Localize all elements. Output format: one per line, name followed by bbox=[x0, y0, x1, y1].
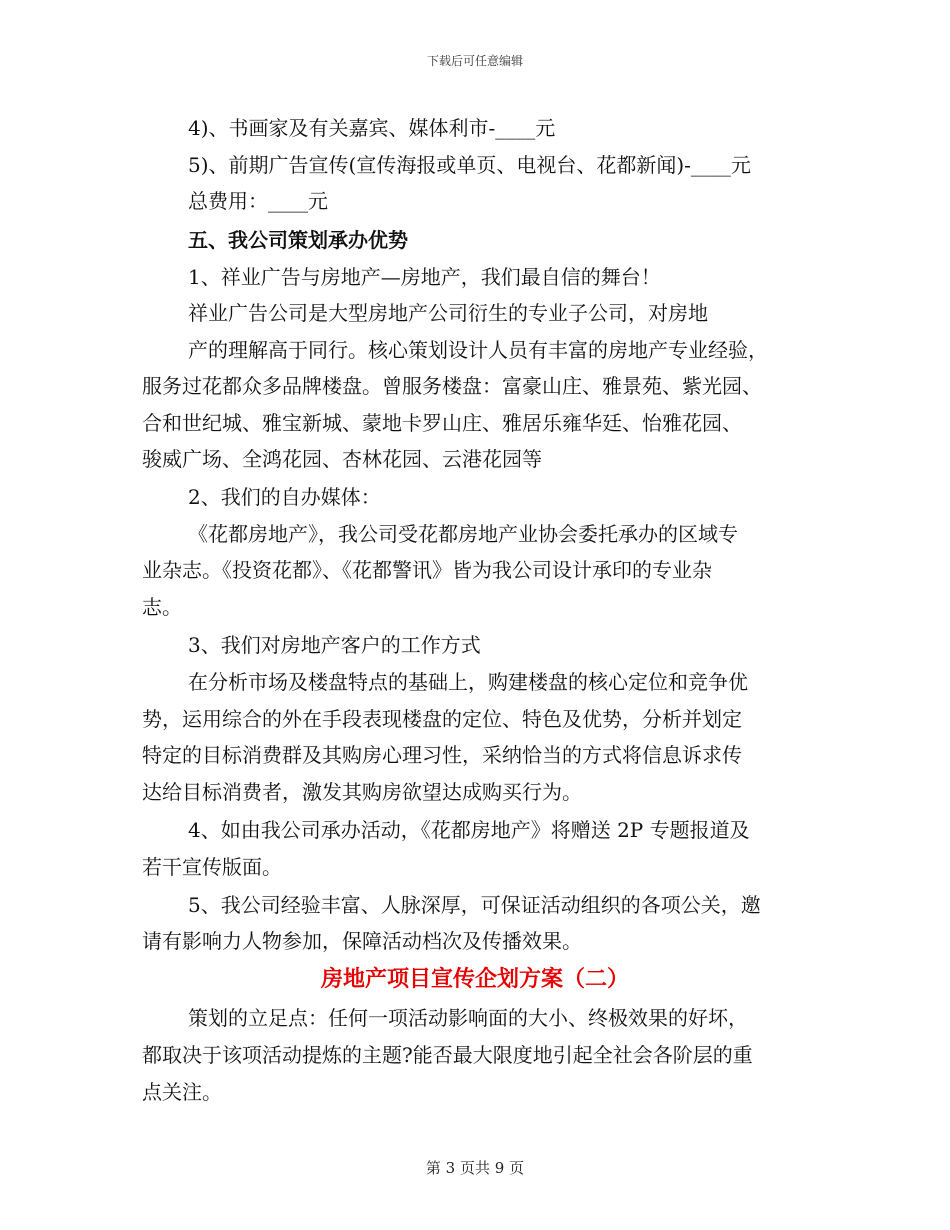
text-line: 4)、书画家及有关嘉宾、媒体利市-____元 bbox=[188, 116, 556, 140]
text-line: 祥业广告公司是大型房地产公司衍生的专业子公司，对房地 bbox=[188, 301, 708, 325]
text-line: 策划的立足点：任何一项活动影响面的大小、终极效果的好坏， bbox=[188, 1006, 748, 1030]
text-line: 5、我公司经验丰富、人脉深厚，可保证活动组织的各项公关，邀 bbox=[188, 893, 761, 917]
section-heading: 五、我公司策划承办优势 bbox=[188, 228, 408, 252]
text-line: 5)、前期广告宣传(宣传海报或单页、电视台、花都新闻)-____元 bbox=[188, 153, 751, 177]
text-line: 点关注。 bbox=[142, 1080, 222, 1104]
text-line: 都取决于该项活动提炼的主题?能否最大限度地引起全社会各阶层的重 bbox=[142, 1043, 753, 1067]
text-line: 在分析市场及楼盘特点的基础上，购建楼盘的核心定位和竞争优 bbox=[188, 670, 748, 694]
text-line: 合和世纪城、雅宝新城、蒙地卡罗山庄、雅居乐雍华廷、怡雅花园、 bbox=[142, 411, 742, 435]
section-title: 房地产项目宣传企划方案（二） bbox=[320, 966, 629, 992]
text-line: 1、祥业广告与房地产—房地产，我们最自信的舞台！ bbox=[188, 265, 661, 289]
text-line: 业杂志。《投资花都》、《花都警讯》皆为我公司设计承印的专业杂 bbox=[142, 558, 712, 582]
text-line: 势，运用综合的外在手段表现楼盘的定位、特色及优势，分析并划定 bbox=[142, 707, 742, 731]
text-line: 2、我们的自办媒体： bbox=[188, 485, 381, 509]
text-line: 产的理解高于同行。核心策划设计人员有丰富的房地产专业经验， bbox=[188, 338, 768, 362]
text-line: 总费用：____元 bbox=[188, 189, 328, 213]
text-line: 骏威广场、全鸿花园、杏林花园、云港花园等 bbox=[142, 447, 542, 471]
text-line: 若干宣传版面。 bbox=[142, 855, 282, 879]
text-line: 服务过花都众多品牌楼盘。曾服务楼盘：富豪山庄、雅景苑、紫光园、 bbox=[142, 374, 762, 398]
page-footer: 第 3 页共 9 页 bbox=[425, 1159, 525, 1177]
text-line: 3、我们对房地产客户的工作方式 bbox=[188, 633, 481, 657]
text-line: 4、如由我公司承办活动，《花都房地产》将赠送 2P 专题报道及 bbox=[188, 818, 750, 842]
text-line: 达给目标消费者，激发其购房欲望达成购买行为。 bbox=[142, 780, 582, 804]
page-header: 下载后可任意编辑 bbox=[426, 54, 523, 68]
text-line: 《花都房地产》，我公司受花都房地产业协会委托承办的区域专 bbox=[188, 522, 738, 546]
text-line: 志。 bbox=[142, 595, 182, 619]
text-line: 特定的目标消费群及其购房心理习性，采纳恰当的方式将信息诉求传 bbox=[142, 743, 742, 767]
text-line: 请有影响力人物参加，保障活动档次及传播效果。 bbox=[142, 929, 582, 953]
